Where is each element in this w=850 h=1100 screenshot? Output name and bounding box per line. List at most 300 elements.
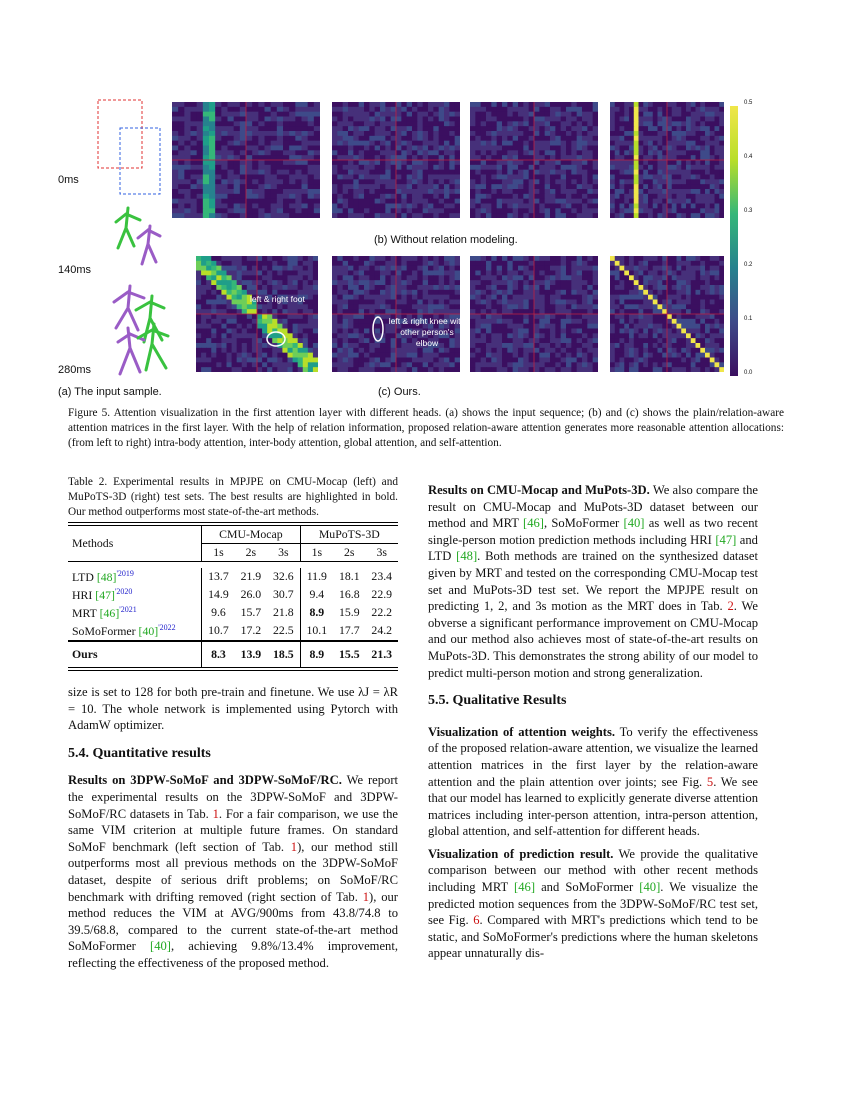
- attention-cell: [571, 280, 577, 285]
- attention-cell: [396, 280, 402, 285]
- attention-cell: [571, 324, 577, 329]
- attention-cell: [277, 275, 283, 280]
- attention-cell: [481, 189, 487, 194]
- section-5-5-heading: 5.5. Qualitative Results: [428, 693, 567, 709]
- attention-cell: [240, 121, 247, 126]
- attention-cell: [571, 204, 577, 209]
- attention-cell: [513, 175, 519, 180]
- attention-cell: [672, 175, 677, 180]
- attention-cell: [211, 285, 217, 290]
- attention-cell: [201, 329, 207, 334]
- attention-cell: [375, 150, 381, 155]
- attention-cell: [308, 165, 315, 170]
- attention-cell: [364, 304, 370, 309]
- attention-cell: [215, 150, 222, 155]
- attention-cell: [518, 213, 524, 218]
- attention-cell: [577, 329, 583, 334]
- attention-cell: [634, 362, 639, 367]
- attention-cell: [359, 367, 365, 372]
- attention-cell: [475, 348, 481, 353]
- group-right-header: MuPoTS-3D: [318, 527, 380, 541]
- attention-cell: [615, 290, 620, 295]
- attention-cell: [715, 160, 720, 165]
- attention-cell: [667, 121, 672, 126]
- attention-cell: [620, 208, 625, 213]
- attention-cell: [288, 338, 294, 343]
- attention-cell: [303, 261, 309, 266]
- attention-cell: [686, 271, 691, 276]
- attention-cell: [700, 179, 705, 184]
- attention-cell: [615, 362, 620, 367]
- attention-cell: [667, 160, 672, 165]
- attention-cell: [343, 208, 349, 213]
- attention-cell: [308, 285, 314, 290]
- attention-cell: [396, 107, 402, 112]
- attention-cell: [610, 136, 615, 141]
- attention-cell: [561, 266, 567, 271]
- attention-cell: [288, 343, 294, 348]
- attention-cell: [539, 112, 545, 117]
- attention-cell: [439, 285, 445, 290]
- attention-cell: [423, 184, 429, 189]
- attention-cell: [497, 213, 503, 218]
- prediction-result-paragraph: Visualization of prediction result. We provide the qualitative comparison between our method with other recent methods including MRT [46] and SoMoFormer [40]. We visualize the predicted motion sequences from the 3DPW-SoMoF/RC test set, see Fig. 6. Compared with MRT's predictions which tend to be static, and SoMoFormer's predictions where the human skeletons appear unnaturally dis-: [428, 846, 759, 961]
- attention-cell: [513, 102, 519, 107]
- attention-cell: [470, 348, 476, 353]
- attention-cell: [677, 150, 682, 155]
- attention-cell: [240, 179, 247, 184]
- attention-cell: [359, 261, 365, 266]
- attention-cell: [534, 271, 540, 276]
- attention-cell: [252, 175, 259, 180]
- attention-cell: [513, 358, 519, 363]
- attention-cell: [449, 131, 455, 136]
- attention-cell: [337, 165, 343, 170]
- attention-cell: [302, 141, 309, 146]
- attention-cell: [667, 367, 672, 372]
- attention-cell: [700, 121, 705, 126]
- attention-cell: [672, 204, 677, 209]
- attention-cell: [686, 194, 691, 199]
- attention-cell: [518, 189, 524, 194]
- attention-cell: [686, 256, 691, 261]
- attention-cell: [439, 280, 445, 285]
- attention-cell: [710, 146, 715, 151]
- attention-cell: [610, 266, 615, 271]
- attention-cell: [639, 285, 644, 290]
- attention-cell: [486, 150, 492, 155]
- attention-cell: [672, 117, 677, 122]
- attention-cell: [348, 358, 354, 363]
- attention-cell: [348, 285, 354, 290]
- attention-cell: [444, 275, 450, 280]
- attention-cell: [593, 102, 598, 107]
- attention-cell: [705, 271, 710, 276]
- attention-cell: [643, 319, 648, 324]
- attention-cell: [470, 343, 476, 348]
- attention-cell: [539, 107, 545, 112]
- attention-cell: [470, 319, 476, 324]
- attention-cell: [433, 170, 439, 175]
- attention-cell: [267, 362, 273, 367]
- attention-cell: [262, 362, 268, 367]
- attention-cell: [667, 271, 672, 276]
- attention-cell: [486, 348, 492, 353]
- attention-cell: [643, 184, 648, 189]
- attention-cell: [681, 319, 686, 324]
- attention-cell: [539, 213, 545, 218]
- attention-cell: [629, 107, 634, 112]
- attention-cell: [203, 165, 210, 170]
- attention-cell: [282, 271, 288, 276]
- attention-cell: [407, 266, 413, 271]
- attention-cell: [539, 208, 545, 213]
- attention-cell: [643, 141, 648, 146]
- attention-cell: [337, 184, 343, 189]
- attention-cell: [332, 117, 338, 122]
- attention-cell: [470, 256, 476, 261]
- attention-cell: [486, 170, 492, 175]
- attention-cell: [719, 102, 724, 107]
- attention-cell: [502, 165, 508, 170]
- attention-cell: [246, 136, 253, 141]
- attention-cell: [428, 295, 434, 300]
- attention-cell: [428, 199, 434, 204]
- attention-cell: [444, 112, 450, 117]
- attention-cell: [470, 126, 476, 131]
- attention-cell: [566, 271, 572, 276]
- attention-cell: [691, 170, 696, 175]
- attention-cell: [401, 290, 407, 295]
- attention-cell: [302, 208, 309, 213]
- attention-matrix: [610, 102, 724, 218]
- attention-cell: [343, 300, 349, 305]
- attention-cell: [412, 213, 418, 218]
- attention-cell: [653, 141, 658, 146]
- attention-cell: [507, 150, 513, 155]
- attention-cell: [221, 199, 228, 204]
- attention-cell: [539, 362, 545, 367]
- attention-cell: [359, 126, 365, 131]
- attention-cell: [267, 304, 273, 309]
- attention-cell: [262, 367, 268, 372]
- attention-cell: [534, 343, 540, 348]
- attention-cell: [359, 165, 365, 170]
- attention-cell: [518, 112, 524, 117]
- attention-cell: [486, 160, 492, 165]
- attention-cell: [196, 304, 202, 309]
- attention-cell: [545, 146, 551, 151]
- attention-cell: [587, 112, 593, 117]
- attention-cell: [412, 189, 418, 194]
- attention-cell: [332, 112, 338, 117]
- attention-cell: [423, 280, 429, 285]
- attention-cell: [302, 179, 309, 184]
- attention-cell: [545, 261, 551, 266]
- attention-cell: [455, 126, 460, 131]
- attention-cell: [455, 280, 460, 285]
- attention-cell: [571, 290, 577, 295]
- attention-cell: [648, 184, 653, 189]
- attention-cell: [271, 146, 278, 151]
- attention-cell: [257, 256, 263, 261]
- attention-cell: [561, 213, 567, 218]
- attention-cell: [681, 329, 686, 334]
- attention-cell: [313, 324, 318, 329]
- attention-cell: [369, 300, 375, 305]
- attention-cell: [470, 189, 476, 194]
- attention-cell: [582, 170, 588, 175]
- attention-cell: [396, 362, 402, 367]
- attention-cell: [313, 353, 318, 358]
- attention-cell: [497, 280, 503, 285]
- attention-cell: [497, 324, 503, 329]
- attention-cell: [705, 261, 710, 266]
- attention-cell: [715, 367, 720, 372]
- attention-cell: [639, 300, 644, 305]
- attention-cell: [513, 150, 519, 155]
- attention-cell: [247, 319, 253, 324]
- attention-cell: [232, 271, 238, 276]
- attention-cell: [491, 266, 497, 271]
- attention-cell: [375, 304, 381, 309]
- attention-cell: [634, 329, 639, 334]
- attention-cell: [491, 348, 497, 353]
- attention-cell: [348, 333, 354, 338]
- attention-cell: [696, 343, 701, 348]
- attention-cell: [211, 343, 217, 348]
- attention-cell: [648, 146, 653, 151]
- attention-cell: [481, 275, 487, 280]
- attention-cell: [191, 107, 198, 112]
- attention-cell: [332, 184, 338, 189]
- attention-cell: [672, 146, 677, 151]
- attention-cell: [643, 213, 648, 218]
- attention-cell: [653, 179, 658, 184]
- attention-cell: [620, 117, 625, 122]
- attention-cell: [582, 199, 588, 204]
- attention-cell: [523, 338, 529, 343]
- attention-cell: [353, 304, 359, 309]
- attention-cell: [620, 256, 625, 261]
- attention-cell: [178, 165, 185, 170]
- attention-cell: [677, 204, 682, 209]
- attention-cell: [550, 338, 556, 343]
- attention-cell: [433, 175, 439, 180]
- attention-cell: [295, 126, 302, 131]
- attention-cell: [700, 256, 705, 261]
- attention-cell: [380, 121, 386, 126]
- attention-cell: [539, 314, 545, 319]
- attention-cell: [295, 170, 302, 175]
- attention-cell: [686, 146, 691, 151]
- attention-cell: [439, 121, 445, 126]
- attention-cell: [523, 175, 529, 180]
- attention-cell: [620, 213, 625, 218]
- attention-cell: [577, 165, 583, 170]
- attention-cell: [610, 261, 615, 266]
- attention-cell: [221, 280, 227, 285]
- attention-cell: [313, 362, 318, 367]
- attention-cell: [475, 150, 481, 155]
- attention-cell: [201, 290, 207, 295]
- attention-cell: [314, 150, 320, 155]
- attention-cell: [561, 136, 567, 141]
- attention-cell: [348, 329, 354, 334]
- attention-cell: [449, 290, 455, 295]
- attention-cell: [691, 314, 696, 319]
- attention-cell: [201, 348, 207, 353]
- attention-cell: [700, 353, 705, 358]
- attention-cell: [234, 131, 241, 136]
- attention-cell: [232, 261, 238, 266]
- attention-cell: [428, 121, 434, 126]
- attention-cell: [643, 112, 648, 117]
- attention-cell: [228, 112, 235, 117]
- attention-cell: [343, 290, 349, 295]
- attention-cell: [624, 160, 629, 165]
- attention-cell: [215, 102, 222, 107]
- attention-cell: [289, 107, 296, 112]
- attention-cell: [571, 275, 577, 280]
- attention-cell: [353, 343, 359, 348]
- attention-cell: [455, 295, 460, 300]
- attention-cell: [513, 179, 519, 184]
- attention-cell: [587, 261, 593, 266]
- attention-cell: [691, 295, 696, 300]
- attention-cell: [561, 348, 567, 353]
- attention-cell: [277, 141, 284, 146]
- attention-cell: [206, 353, 212, 358]
- attention-cell: [401, 102, 407, 107]
- attention-cell: [677, 189, 682, 194]
- attention-cell: [359, 338, 365, 343]
- attention-cell: [539, 194, 545, 199]
- attention-cell: [216, 266, 222, 271]
- attention-cell: [216, 353, 222, 358]
- attention-cell: [700, 280, 705, 285]
- attention-cell: [648, 358, 653, 363]
- attention-cell: [343, 256, 349, 261]
- attention-cell: [221, 208, 228, 213]
- attention-cell: [475, 324, 481, 329]
- attention-cell: [710, 204, 715, 209]
- attention-cell: [686, 362, 691, 367]
- attention-cell: [191, 194, 198, 199]
- attention-cell: [470, 333, 476, 338]
- attention-cell: [566, 362, 572, 367]
- attention-cell: [353, 353, 359, 358]
- attention-cell: [277, 362, 283, 367]
- attention-cell: [283, 204, 290, 209]
- attention-cell: [502, 285, 508, 290]
- attention-cell: [497, 285, 503, 290]
- attention-cell: [364, 189, 370, 194]
- attention-cell: [507, 136, 513, 141]
- attention-cell: [582, 285, 588, 290]
- attention-cell: [242, 324, 248, 329]
- attention-cell: [417, 271, 423, 276]
- attention-cell: [308, 107, 315, 112]
- attention-cell: [375, 117, 381, 122]
- attention-cell: [343, 175, 349, 180]
- attention-cell: [380, 256, 386, 261]
- attention-cell: [234, 204, 241, 209]
- attention-cell: [507, 285, 513, 290]
- attention-cell: [343, 199, 349, 204]
- attention-cell: [298, 358, 304, 363]
- attention-cell: [555, 160, 561, 165]
- attention-cell: [643, 208, 648, 213]
- attention-cell: [407, 367, 413, 372]
- attention-cell: [710, 290, 715, 295]
- attention-cell: [348, 266, 354, 271]
- attention-cell: [653, 136, 658, 141]
- attention-cell: [615, 199, 620, 204]
- attention-cell: [555, 141, 561, 146]
- attention-cell: [302, 184, 309, 189]
- attention-cell: [539, 256, 545, 261]
- attention-cell: [308, 367, 314, 372]
- attention-cell: [234, 136, 241, 141]
- attention-cell: [582, 165, 588, 170]
- attention-cell: [277, 160, 284, 165]
- attention-cell: [308, 170, 315, 175]
- attention-cell: [686, 170, 691, 175]
- attention-cell: [534, 304, 540, 309]
- attention-cell: [475, 146, 481, 151]
- attention-cell: [295, 160, 302, 165]
- attention-cell: [258, 179, 265, 184]
- attention-cell: [561, 338, 567, 343]
- attention-cell: [620, 295, 625, 300]
- attention-cell: [332, 300, 338, 305]
- attention-cell: [216, 362, 222, 367]
- attention-cell: [486, 261, 492, 266]
- attention-cell: [696, 136, 701, 141]
- attention-cell: [672, 304, 677, 309]
- attention-cell: [470, 204, 476, 209]
- attention-cell: [262, 256, 268, 261]
- attention-cell: [615, 319, 620, 324]
- attention-cell: [696, 358, 701, 363]
- attention-cell: [332, 348, 338, 353]
- attention-cell: [653, 358, 658, 363]
- attention-cell: [242, 285, 248, 290]
- attention-cell: [577, 295, 583, 300]
- attention-cell: [302, 160, 309, 165]
- attention-cell: [215, 189, 222, 194]
- attention-cell: [433, 121, 439, 126]
- attention-cell: [439, 204, 445, 209]
- attention-cell: [677, 333, 682, 338]
- attention-cell: [289, 199, 296, 204]
- attention-cell: [308, 126, 315, 131]
- attention-cell: [577, 189, 583, 194]
- attention-cell: [681, 179, 686, 184]
- attention-cell: [262, 261, 268, 266]
- attention-cell: [481, 300, 487, 305]
- attention-cell: [252, 179, 259, 184]
- attention-cell: [658, 213, 663, 218]
- attention-cell: [439, 131, 445, 136]
- attention-cell: [433, 141, 439, 146]
- attention-cell: [444, 204, 450, 209]
- attention-cell: [246, 175, 253, 180]
- attention-cell: [710, 107, 715, 112]
- attention-cell: [550, 160, 556, 165]
- attention-cell: [282, 280, 288, 285]
